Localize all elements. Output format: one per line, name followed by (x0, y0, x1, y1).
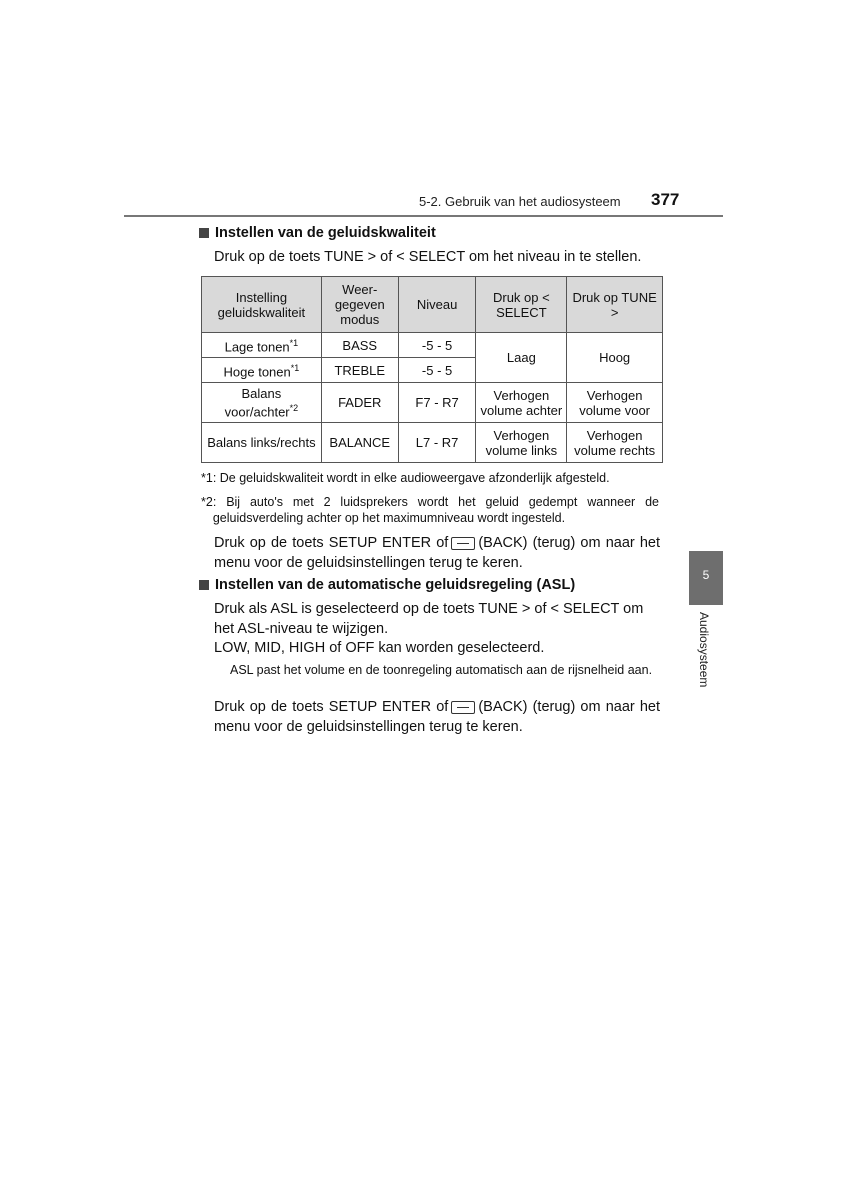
back-button-icon (451, 701, 475, 714)
table-cell: Hoge tonen$^{*1}$ (202, 358, 322, 383)
table-row (202, 383, 663, 423)
footnote-mark: *2 (201, 495, 213, 509)
header-divider (124, 215, 723, 217)
table-cell: Balans voor/achter$^{*2}$ (202, 383, 322, 423)
table-cell: Verhogen volume achter (476, 383, 567, 423)
section-title: Instellen van de geluidskwaliteit (215, 225, 436, 241)
chapter-section-title: 5-2. Gebruik van het audiosysteem (419, 194, 621, 209)
footnote-1: *1: De geluidskwaliteit wordt in elke audioweergave afzonderlijk afgesteld. (201, 471, 610, 485)
footnote-2: *2 : Bij auto's met 2 luidsprekers wordt het geluid gedempt wanneer de geluidsverdeling achter op het maximumniveau wordt ingesteld. (201, 495, 659, 525)
asl-note: ASL past het volume en de toonregeling automatisch aan de rijsnelheid aan. (230, 663, 653, 677)
table-cell: Verhogen volume links (476, 423, 567, 463)
table-cell: Verhogen volume rechts (567, 423, 663, 463)
intro-text: Druk op de toets TUNE > of < SELECT om het niveau in te stellen. (214, 249, 642, 265)
back-button-icon (451, 537, 475, 550)
table-header-row (202, 277, 663, 333)
square-bullet-icon (199, 228, 209, 238)
back-instruction-1: Druk op de toets SETUP ENTER of (BACK) (terug) om naar het menu voor de geluidsinstellingen terug te keren. (214, 535, 660, 571)
back-instruction-2: Druk op de toets SETUP ENTER of (BACK) (terug) om naar het menu voor de geluidsinstellingen terug te keren. (214, 699, 660, 735)
table-cell: Laag (476, 333, 567, 383)
asl-instruction: Druk als ASL is geselecteerd op de toets TUNE > of < SELECT om het ASL-niveau te wijzigen. (214, 601, 644, 637)
table-cell: -5 - 5 (398, 358, 476, 383)
column-header: Druk op TUNE > (567, 277, 663, 333)
table-cell: L7 - R7 (398, 423, 476, 463)
sound-settings-table (201, 276, 663, 463)
table-row (202, 423, 663, 463)
square-bullet-icon (199, 580, 209, 590)
table-cell: Lage tonen$^{*1}$ (202, 333, 322, 358)
footnote-mark: *1 (201, 471, 213, 485)
table-row (202, 333, 663, 358)
column-header: Instelling geluidskwaliteit (202, 277, 322, 333)
table-cell: Verhogen volume voor (567, 383, 663, 423)
section-heading-sound-quality (199, 225, 436, 241)
table-cell: FADER (321, 383, 398, 423)
section-heading-asl (199, 577, 575, 593)
column-header: Niveau (398, 277, 476, 333)
asl-options: LOW, MID, HIGH of OFF kan worden geselecteerd. (214, 640, 545, 656)
chapter-tab: 5 (689, 551, 723, 605)
page-number: 377 (651, 190, 680, 209)
section-title: Instellen van de automatische geluidsregeling (ASL) (215, 577, 576, 593)
table-cell: BASS (321, 333, 398, 358)
table-cell: -5 - 5 (398, 333, 476, 358)
column-header: Druk op < SELECT (476, 277, 567, 333)
chapter-tab-label: Audiosysteem (697, 612, 711, 688)
table-cell: TREBLE (321, 358, 398, 383)
column-header: Weer-gegeven modus (321, 277, 398, 333)
table-cell: BALANCE (321, 423, 398, 463)
table-cell: Balans links/rechts (202, 423, 322, 463)
table-cell: Hoog (567, 333, 663, 383)
table-cell: F7 - R7 (398, 383, 476, 423)
